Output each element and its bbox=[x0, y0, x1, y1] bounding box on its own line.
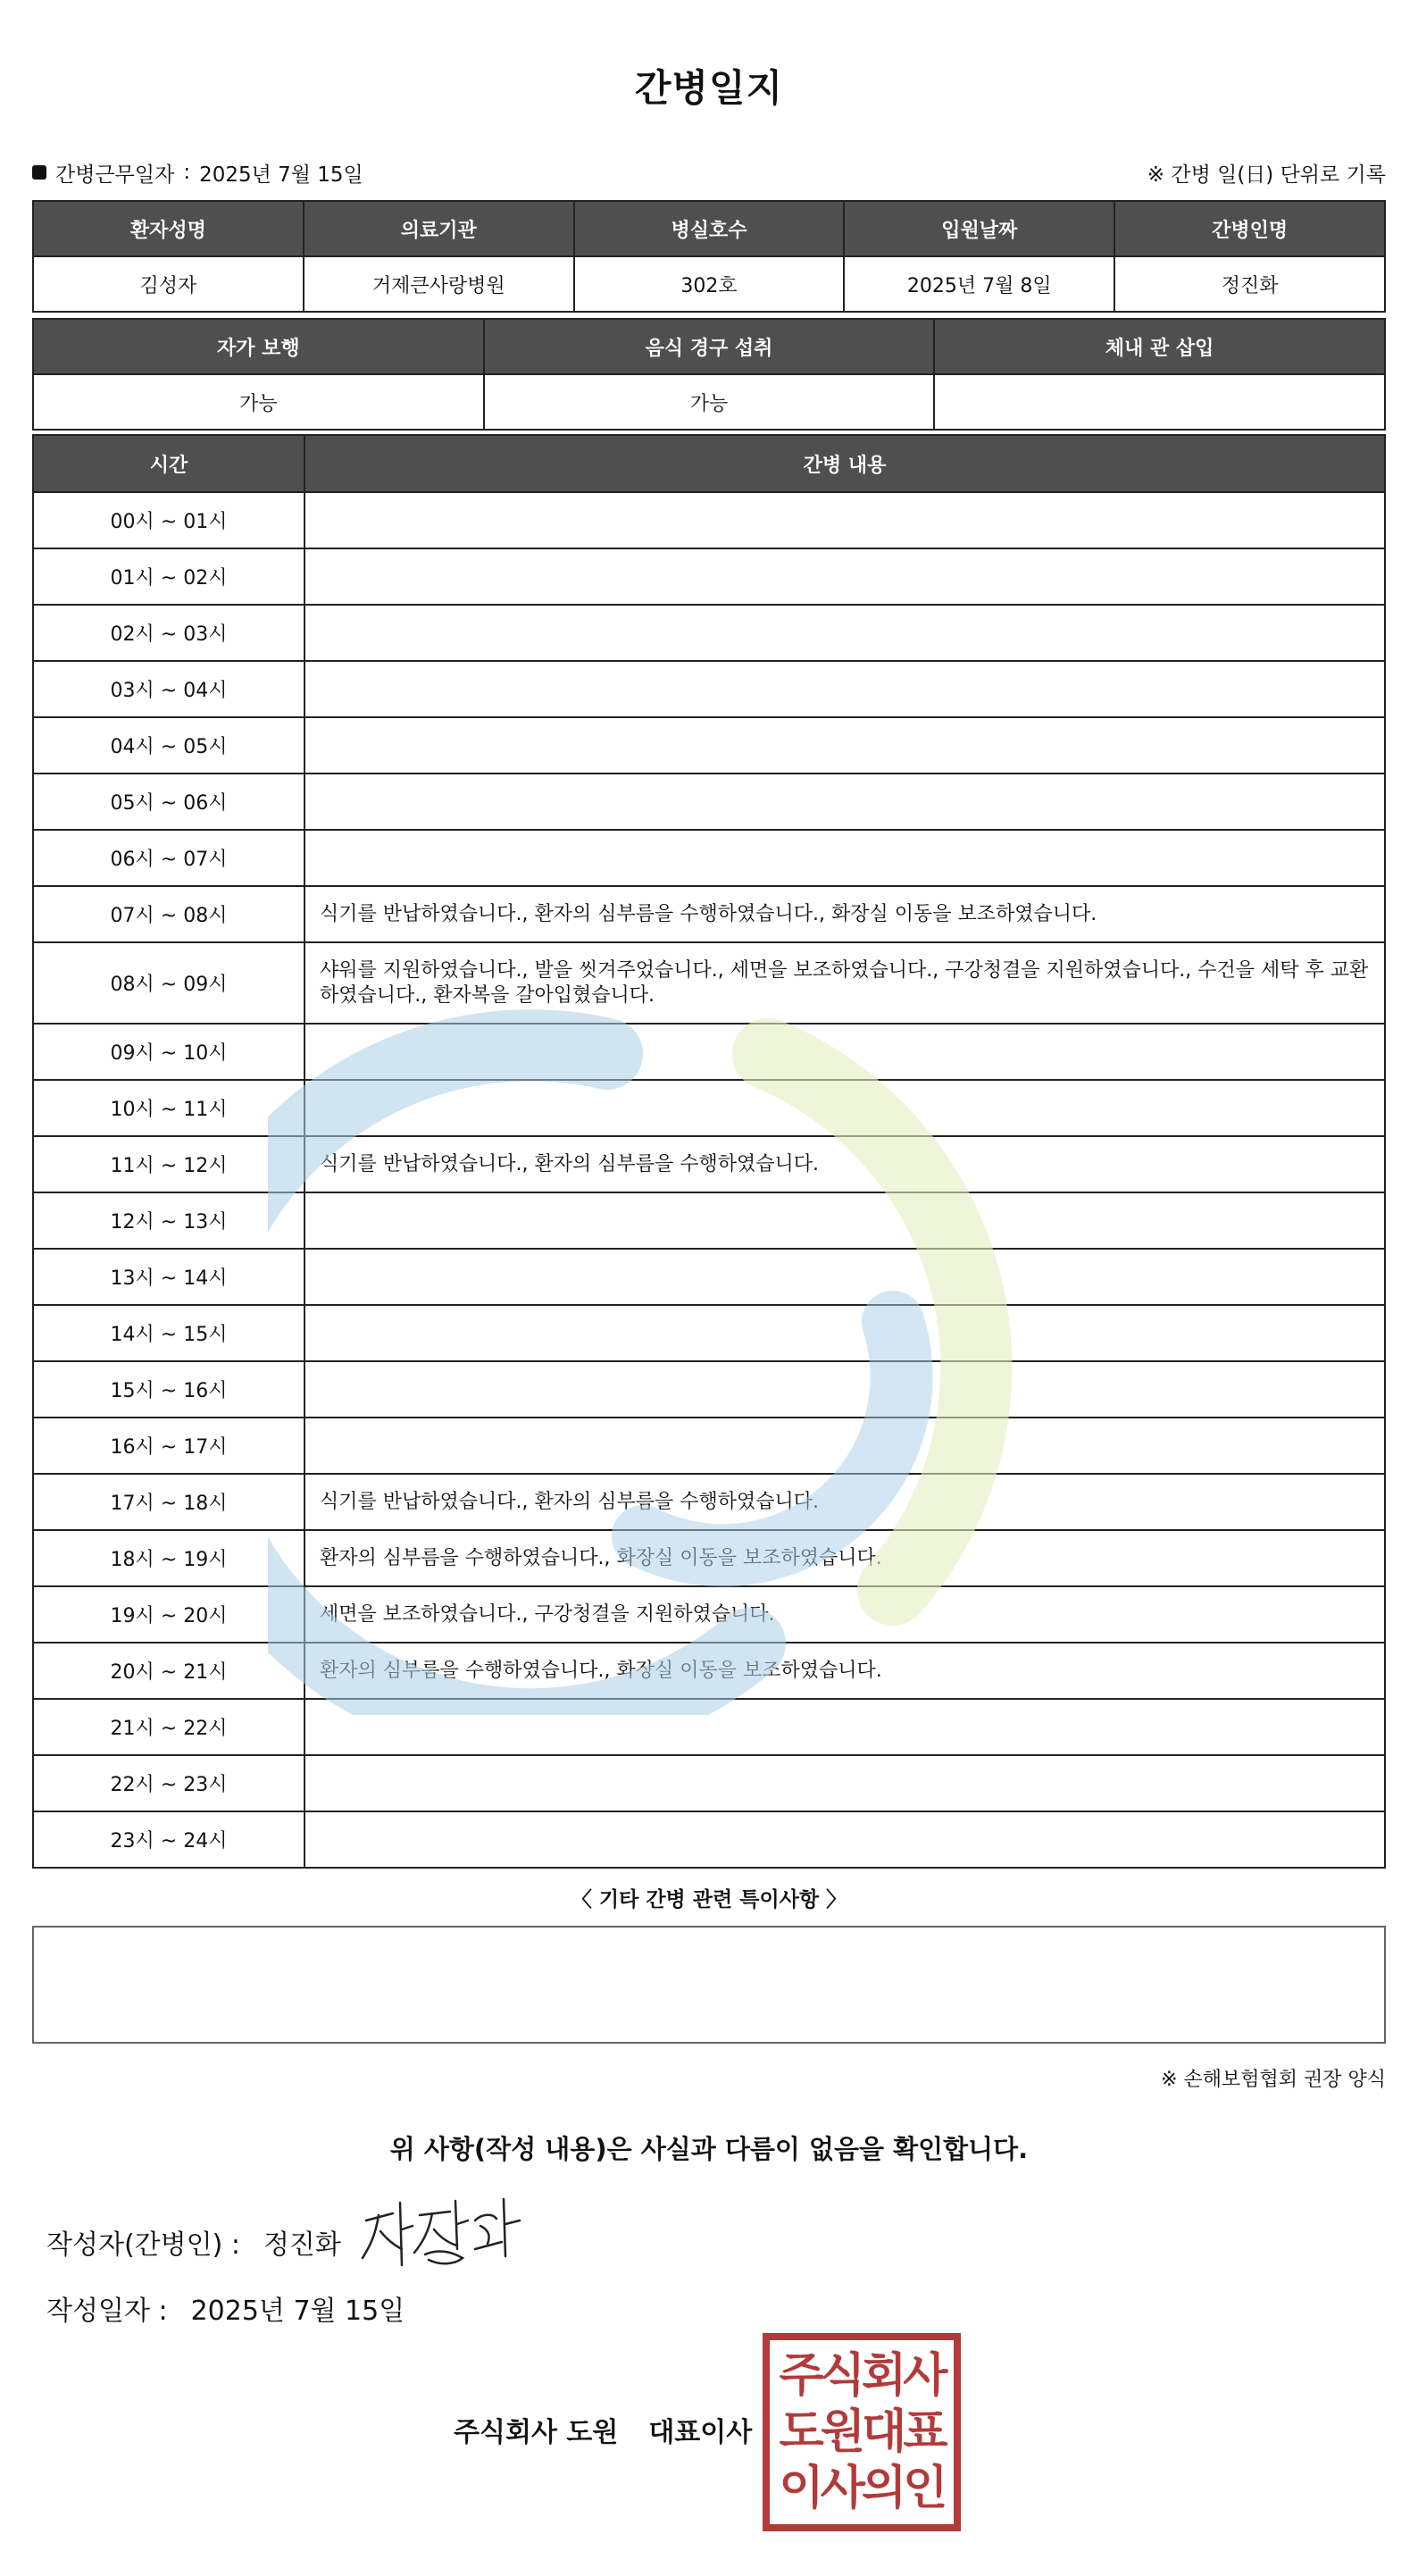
content-cell bbox=[304, 548, 1385, 605]
time-cell: 10시 ~ 11시 bbox=[33, 1080, 304, 1136]
header-hospital: 의료기관 bbox=[304, 201, 574, 256]
write-date-label: 작성일자 : bbox=[46, 2296, 168, 2327]
content-cell bbox=[304, 1361, 1385, 1418]
content-cell bbox=[304, 1755, 1385, 1811]
header-patient-name: 환자성명 bbox=[33, 201, 304, 256]
table-row bbox=[33, 1418, 1385, 1474]
time-cell: 16시 ~ 17시 bbox=[33, 1418, 304, 1474]
company-line bbox=[454, 2410, 752, 2449]
hospital: 거제큰사랑병원 bbox=[304, 256, 574, 312]
content-cell: 환자의 심부름을 수행하였습니다., 화장실 이동을 보조하였습니다. bbox=[304, 1530, 1385, 1586]
writer-line bbox=[46, 2222, 341, 2262]
time-cell: 03시 ~ 04시 bbox=[33, 661, 304, 717]
table-row bbox=[33, 886, 1385, 942]
header-care-content: 간병 내용 bbox=[304, 435, 1385, 492]
content-cell bbox=[304, 1811, 1385, 1868]
patient-info-table bbox=[32, 200, 1386, 313]
time-cell: 23시 ~ 24시 bbox=[33, 1811, 304, 1868]
header-tube-insertion: 체내 관 삽입 bbox=[934, 319, 1385, 374]
content-cell: 식기를 반납하였습니다., 환자의 심부름을 수행하였습니다. bbox=[304, 1474, 1385, 1530]
bullet-icon bbox=[32, 165, 46, 180]
table-row bbox=[33, 1192, 1385, 1249]
seal-line: 이사의인 bbox=[779, 2462, 945, 2516]
table-row bbox=[33, 1474, 1385, 1530]
care-log-table bbox=[32, 434, 1386, 1869]
table-row bbox=[33, 1699, 1385, 1755]
content-cell bbox=[304, 1024, 1385, 1080]
document-title: 간병일지 bbox=[634, 66, 784, 110]
time-cell: 13시 ~ 14시 bbox=[33, 1249, 304, 1305]
table-row bbox=[33, 774, 1385, 830]
table-header-row bbox=[33, 435, 1385, 492]
table-row bbox=[33, 1361, 1385, 1418]
time-cell: 21시 ~ 22시 bbox=[33, 1699, 304, 1755]
seal-line: 주식회사 bbox=[779, 2348, 945, 2403]
table-row bbox=[33, 661, 1385, 717]
header-admission-date: 입원날짜 bbox=[844, 201, 1114, 256]
time-cell: 20시 ~ 21시 bbox=[33, 1643, 304, 1699]
write-date-line bbox=[46, 2288, 405, 2328]
write-date-value: 2025년 7월 15일 bbox=[190, 2296, 405, 2327]
content-cell bbox=[304, 830, 1385, 886]
table-row bbox=[33, 492, 1385, 548]
table-row bbox=[33, 1024, 1385, 1080]
content-cell bbox=[304, 661, 1385, 717]
etc-section-title: 〈 기타 간병 관련 특이사항 〉 bbox=[571, 1888, 847, 1911]
time-cell: 19시 ~ 20시 bbox=[33, 1586, 304, 1643]
table-row bbox=[33, 1080, 1385, 1136]
content-cell bbox=[304, 774, 1385, 830]
time-cell: 06시 ~ 07시 bbox=[33, 830, 304, 886]
content-cell: 샤워를 지원하였습니다., 발을 씻겨주었습니다., 세면을 보조하였습니다., 구강청결을 지원하였습니다., 수건을 세탁 후 교환하였습니다., 환자복을 갈아입혔습니다. bbox=[304, 942, 1385, 1024]
content-cell bbox=[304, 717, 1385, 774]
meta-row bbox=[32, 157, 1386, 188]
time-cell: 09시 ~ 10시 bbox=[33, 1024, 304, 1080]
company-seal-stamp bbox=[763, 2333, 961, 2531]
time-cell: 14시 ~ 15시 bbox=[33, 1305, 304, 1361]
time-cell: 15시 ~ 16시 bbox=[33, 1361, 304, 1418]
table-row bbox=[33, 605, 1385, 661]
table-row bbox=[33, 830, 1385, 886]
time-cell: 08시 ~ 09시 bbox=[33, 942, 304, 1024]
table-row bbox=[33, 1249, 1385, 1305]
writer-name: 정진화 bbox=[263, 2229, 341, 2261]
header-caregiver-name: 간병인명 bbox=[1114, 201, 1385, 256]
content-cell: 식기를 반납하였습니다., 환자의 심부름을 수행하였습니다. bbox=[304, 1136, 1385, 1192]
table-row bbox=[33, 1305, 1385, 1361]
oral-intake: 가능 bbox=[484, 374, 935, 430]
work-date-separator: : bbox=[183, 161, 191, 184]
content-cell: 세면을 보조하였습니다., 구강청결을 지원하였습니다. bbox=[304, 1586, 1385, 1643]
table-row bbox=[33, 717, 1385, 774]
time-cell: 22시 ~ 23시 bbox=[33, 1755, 304, 1811]
writer-label: 작성자(간병인) : bbox=[46, 2229, 240, 2261]
time-cell: 12시 ~ 13시 bbox=[33, 1192, 304, 1249]
table-row bbox=[33, 1136, 1385, 1192]
header-room: 병실호수 bbox=[574, 201, 845, 256]
record-note: ※ 간병 일(日) 단위로 기록 bbox=[1147, 163, 1386, 187]
tube-insertion bbox=[934, 374, 1385, 430]
content-cell bbox=[304, 1305, 1385, 1361]
work-date-label: 간병근무일자 bbox=[55, 163, 175, 187]
room-number: 302호 bbox=[574, 256, 845, 312]
table-row bbox=[33, 1811, 1385, 1868]
header-self-walking: 자가 보행 bbox=[33, 319, 484, 374]
time-cell: 18시 ~ 19시 bbox=[33, 1530, 304, 1586]
table-row bbox=[33, 374, 1385, 430]
table-header-row bbox=[33, 201, 1385, 256]
content-cell: 환자의 심부름을 수행하였습니다., 화장실 이동을 보조하였습니다. bbox=[304, 1643, 1385, 1699]
work-date bbox=[32, 158, 363, 188]
content-cell bbox=[304, 1699, 1385, 1755]
content-cell bbox=[304, 1249, 1385, 1305]
table-row bbox=[33, 942, 1385, 1024]
self-walking: 가능 bbox=[33, 374, 484, 430]
content-cell: 식기를 반납하였습니다., 환자의 심부름을 수행하였습니다., 화장실 이동을 보조하였습니다. bbox=[304, 886, 1385, 942]
time-cell: 01시 ~ 02시 bbox=[33, 548, 304, 605]
admission-date: 2025년 7월 8일 bbox=[844, 256, 1114, 312]
ability-table bbox=[32, 318, 1386, 431]
table-header-row bbox=[33, 319, 1385, 374]
handwritten-signature bbox=[357, 2194, 527, 2274]
content-cell bbox=[304, 1080, 1385, 1136]
time-cell: 04시 ~ 05시 bbox=[33, 717, 304, 774]
patient-name: 김성자 bbox=[33, 256, 304, 312]
etc-notes-box bbox=[32, 1926, 1386, 2044]
seal-line: 도원대표 bbox=[779, 2405, 945, 2459]
table-row bbox=[33, 1530, 1385, 1586]
content-cell bbox=[304, 1418, 1385, 1474]
caregiver-name: 정진화 bbox=[1114, 256, 1385, 312]
time-cell: 07시 ~ 08시 bbox=[33, 886, 304, 942]
time-cell: 17시 ~ 18시 bbox=[33, 1474, 304, 1530]
confirmation-statement: 위 사항(작성 내용)은 사실과 다름이 없음을 확인합니다. bbox=[389, 2134, 1029, 2164]
time-cell: 00시 ~ 01시 bbox=[33, 492, 304, 548]
table-row bbox=[33, 256, 1385, 312]
content-cell bbox=[304, 605, 1385, 661]
header-time: 시간 bbox=[33, 435, 304, 492]
time-cell: 11시 ~ 12시 bbox=[33, 1136, 304, 1192]
form-source-note: ※ 손해보험협회 권장 양식 bbox=[1161, 2069, 1386, 2091]
company-name: 주식회사 도원 bbox=[454, 2417, 619, 2448]
work-date-value: 2025년 7월 15일 bbox=[199, 163, 363, 187]
table-row bbox=[33, 548, 1385, 605]
table-row bbox=[33, 1755, 1385, 1811]
content-cell bbox=[304, 492, 1385, 548]
time-cell: 05시 ~ 06시 bbox=[33, 774, 304, 830]
table-row bbox=[33, 1643, 1385, 1699]
table-row bbox=[33, 1586, 1385, 1643]
company-title: 대표이사 bbox=[648, 2417, 753, 2448]
header-oral-intake: 음식 경구 섭취 bbox=[484, 319, 935, 374]
content-cell bbox=[304, 1192, 1385, 1249]
time-cell: 02시 ~ 03시 bbox=[33, 605, 304, 661]
